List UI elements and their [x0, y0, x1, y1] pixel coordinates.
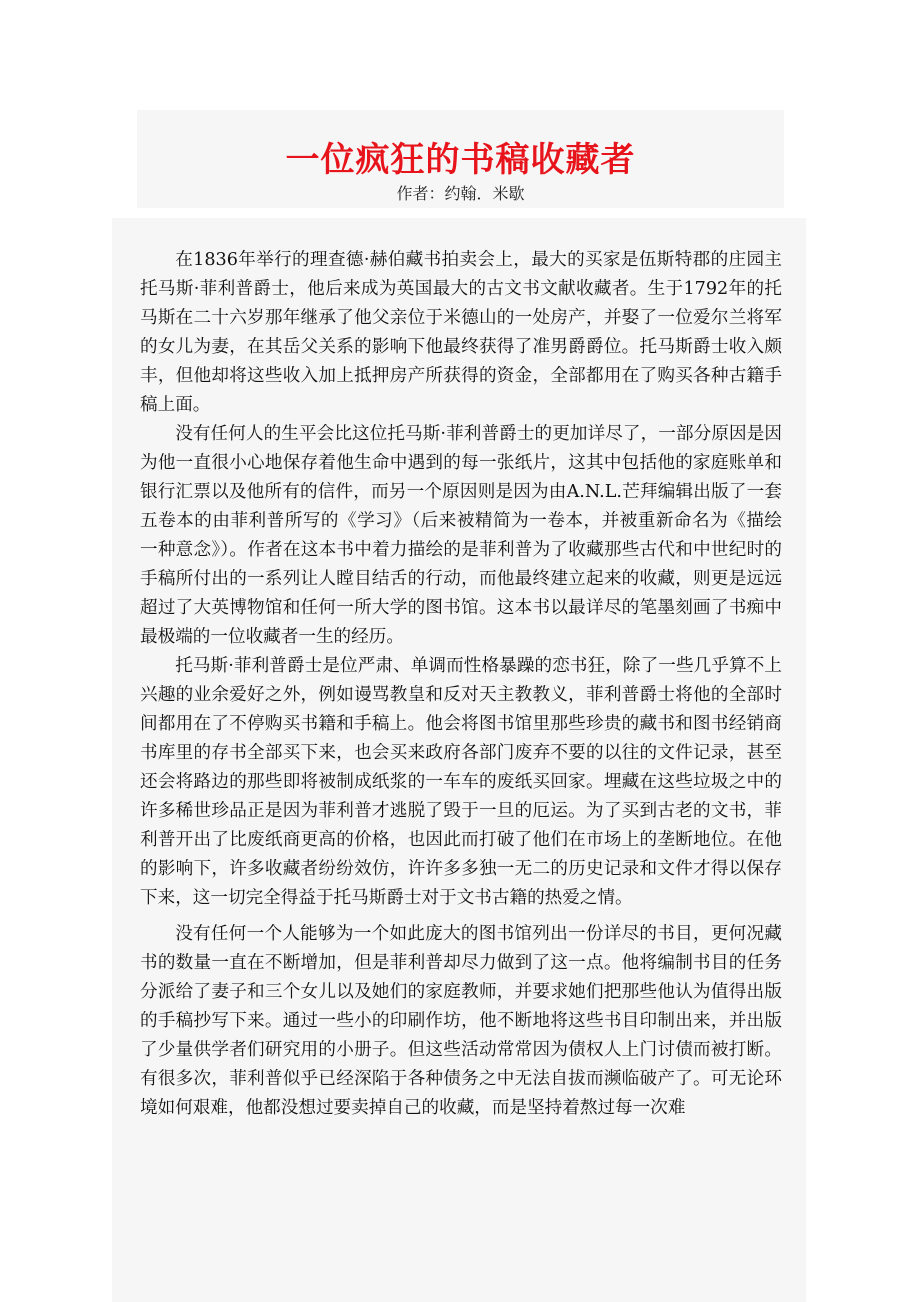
paragraph: 没有任何一个人能够为一个如此庞大的图书馆列出一份详尽的书目，更何况藏书的数量一直在不断增加，但是菲利普却尽力做到了这一点。他将编制书目的任务分派给了妻子和三个女儿以及她们的家庭教师，并要求她们把那些他认为值得出版的手稿抄写下来。通过一些小的印刷作坊，他不断地将这些书目印制出来，并出版了少量供学者们研究用的小册子。但这些活动常常因为债权人上门讨债而被打断。有很多次，菲利普似乎已经深陷于各种债务之中无法自拔而濒临破产了。可无论环境如何艰难，他都没想过要卖掉自己的收藏，而是坚持着熬过每一次难	[140, 924, 782, 1118]
article-container	[112, 218, 806, 1302]
article-title: 一位疯狂的书稿收藏者	[285, 140, 636, 180]
paragraph: 托马斯·菲利普爵士是位严肃、单调而性格暴躁的恋书狂，除了一些几乎算不上兴趣的业余爱好之外，例如谩骂教皇和反对天主教教义，菲利普爵士将他的全部时间都用在了不停购买书籍和手稿上。他会将图书馆里那些珍贵的藏书和图书经销商书库里的存书全部买下来，也会买来政府各部门废弃不要的以往的文件记录，甚至还会将路边的那些即将被制成纸浆的一车车的废纸买回家。埋藏在这些垃圾之中的许多稀世珍品正是因为菲利普才逃脱了毁于一旦的厄运。为了买到古老的文书，菲利普开出了比废纸商更高的价格，也因此而打破了他们在市场上的垄断地位。在他的影响下，许多收藏者纷纷效仿，许许多多独一无二的历史记录和文件才得以保存下来，这一切完全得益于托马斯爵士对于文书古籍的热爱之情。	[140, 656, 782, 908]
article-body	[140, 246, 782, 1123]
article-header	[137, 110, 784, 208]
paragraph: 没有任何人的生平会比这位托马斯·菲利普爵士的更加详尽了，一部分原因是因为他一直很小心地保存着他生命中遇到的每一张纸片，这其中包括他的家庭账单和银行汇票以及他所有的信件，而另一个原因则是因为由A.N.L.芒拜编辑出版了一套五卷本的由菲利普所写的《学习》（后来被精简为一卷本，并被重新命名为《描绘一种意念》）。作者在这本书中着力描绘的是菲利普为了收藏那些古代和中世纪时的手稿所付出的一系列让人瞠目结舌的行动，而他最终建立起来的收藏，则更是远远超过了大英博物馆和任何一所大学的图书馆。这本书以最详尽的笔墨刻画了书痴中最极端的一位收藏者一生的经历。	[140, 424, 782, 647]
article-byline: 作者：约翰．米歇	[396, 184, 525, 203]
paragraph: 在1836年举行的理查德·赫伯藏书拍卖会上，最大的买家是伍斯特郡的庄园主托马斯·菲利普爵士，他后来成为英国最大的古文书文献收藏者。生于1792年的托马斯在二十六岁那年继承了他父亲位于米德山的一处房产，并娶了一位爱尔兰将军的女儿为妻，在其岳父关系的影响下他最终获得了准男爵爵位。托马斯爵士收入颇丰，但他却将这些收入加上抵押房产所获得的资金，全部都用在了购买各种古籍手稿上面。	[140, 250, 782, 415]
